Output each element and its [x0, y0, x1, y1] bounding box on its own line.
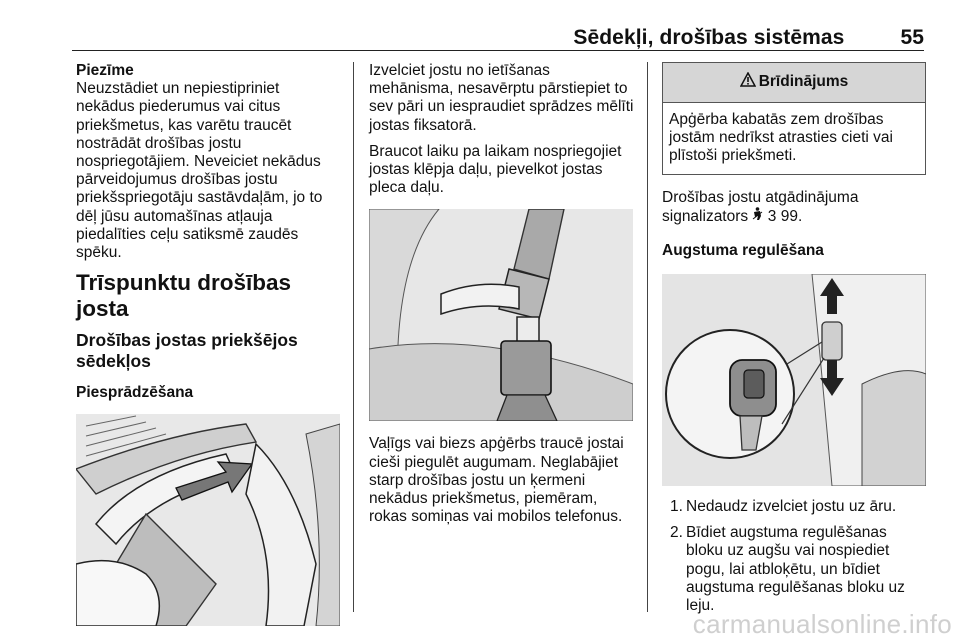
- paragraph: Izvelciet jostu no ietīšanas mehānisma, nesavērptu pārstiepiet to sev pāri un iespraudiet sprādzes mēlīti jostas fiksatorā.: [369, 62, 634, 134]
- warning-text: Apģērba kabatās zem drošības jostām nedrīkst atrasties cieti vai plīstoši priekšmeti.: [669, 111, 893, 165]
- reminder-paragraph: [662, 189, 926, 226]
- note-text: Neuzstādiet un nepiestipriniet nekādus piederumus vai citus priekšmetus, kas varētu traucēt nostrādāt drošības jostu nospriegotājiem. Neveiciet nekādus pārveidojumus drošības jostu priekšspriegotāju sastāvdaļām, jo to dēļ jūsu automašīnas atļauja piedalīties ceļu satiksmē zaudēs spēku.: [76, 80, 323, 262]
- column-3: [662, 62, 926, 623]
- page-number: 55: [900, 26, 924, 49]
- column-divider: [647, 62, 648, 612]
- buckle-illustration: [369, 209, 633, 421]
- step-number: 2.: [670, 524, 683, 542]
- warning-title: Brīdinājums: [758, 73, 849, 91]
- column-1: [76, 62, 342, 626]
- fastening-heading: Piesprādzēšana: [76, 384, 194, 402]
- page-reference: 3 99.: [767, 207, 803, 225]
- header-rule: [72, 50, 924, 51]
- section-subheading: Drošības jostas priekšējos sēdekļos: [76, 330, 298, 372]
- step-text: Bīdiet augstuma regulēšanas bloku uz augšu vai nospiediet pogu, lai atbloķētu, un bīdiet augstuma regulēšanas bloku uz leju.: [686, 524, 905, 615]
- step-text: Nedaudz izvelciet jostu uz āru.: [686, 498, 897, 516]
- steps-list: [662, 498, 926, 615]
- reminder-text: Drošības jostu atgādinājuma signalizators: [662, 188, 859, 225]
- height-adjustment-heading: Augstuma regulēšana: [662, 242, 824, 260]
- step-number: 1.: [670, 498, 683, 516]
- column-2: [369, 62, 635, 534]
- section-heading: Trīspunktu drošības josta: [76, 270, 292, 322]
- seatbelt-reminder-icon: [752, 208, 763, 225]
- fastening-illustration: [76, 414, 340, 626]
- paragraph: Vaļīgs vai biezs apģērbs traucē jostai cieši piegulēt augumam. Neglabājiet starp drošības jostu un ķermeni nekādus priekšmetus, piemēram, rokas somiņas vai mobilos telefonus.: [369, 435, 624, 526]
- list-item: [662, 524, 926, 615]
- paragraph: Braucot laiku pa laikam nospriegojiet jostas klēpja daļu, pievelkot jostas pleca daļu.: [369, 142, 622, 197]
- height-adjustment-illustration: [662, 274, 926, 486]
- watermark: carmanualsonline.info: [692, 609, 952, 639]
- warning-box: [662, 62, 926, 175]
- column-divider: [353, 62, 354, 612]
- warning-header: [663, 63, 925, 103]
- page-header: [573, 26, 924, 50]
- header-title: Sēdekļi, drošības sistēmas: [573, 26, 845, 49]
- list-item: [662, 498, 926, 516]
- warning-triangle-icon: [740, 72, 756, 92]
- note-title: Piezīme: [76, 62, 134, 79]
